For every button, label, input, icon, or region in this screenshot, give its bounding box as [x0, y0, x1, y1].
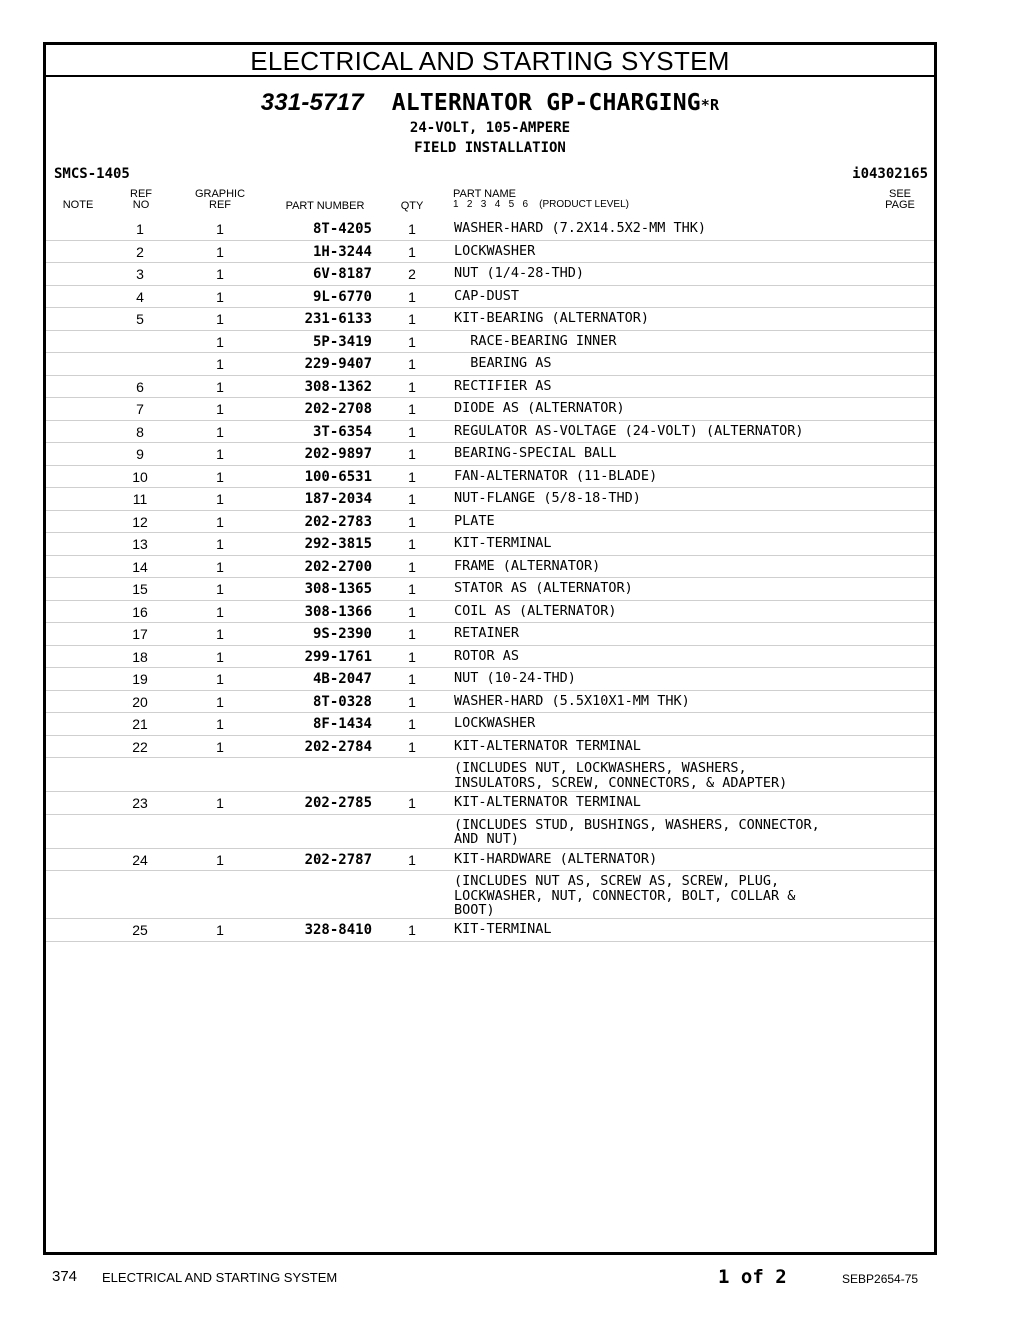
part-number-cell: 8T-4205: [312, 221, 372, 237]
part-number-cell: 308-1362: [304, 378, 372, 395]
table-row: [46, 511, 934, 534]
ref-no-cell: 7: [136, 401, 144, 417]
table-row: [46, 466, 934, 489]
graphic-ref-cell: 1: [216, 356, 224, 372]
part-number-cell: 308-1365: [304, 581, 372, 597]
col-see-bottom: PAGE: [885, 199, 915, 211]
table-row: [46, 556, 934, 579]
part-number-cell: 202-9897: [304, 446, 372, 462]
ref-no-cell: 24: [132, 851, 148, 868]
table-row-note: [46, 815, 934, 849]
part-number-cell: 328-8410: [304, 922, 372, 938]
part-number-cell: 1H-3244: [312, 243, 372, 260]
page-footer: [0, 1268, 1020, 1292]
ref-no-cell: 6: [136, 378, 144, 395]
part-name-cell: FAN-ALTERNATOR (11-BLADE): [454, 467, 658, 484]
table-row: [46, 792, 934, 815]
graphic-ref-cell: 1: [216, 288, 224, 305]
ref-no-cell: 8: [136, 423, 144, 440]
group-subtitle-2: FIELD INSTALLATION: [414, 140, 566, 156]
section-title: ELECTRICAL AND STARTING SYSTEM: [46, 45, 934, 77]
part-name-cell: NUT (10-24-THD): [454, 670, 576, 686]
table-row: [46, 443, 934, 466]
graphic-ref-cell: 1: [216, 243, 224, 260]
table-row: [46, 601, 934, 624]
part-number-cell: 6V-8187: [312, 266, 372, 282]
graphic-ref-cell: 1: [216, 922, 224, 938]
ref-no-cell: 2: [136, 243, 144, 260]
part-name-cell: (INCLUDES NUT AS, SCREW AS, SCREW, PLUG, LOCKWASHER, NUT, CONNECTOR, BOLT, COLLAR & BOOT): [454, 873, 796, 918]
part-number-cell: 202-2784: [304, 738, 372, 755]
part-number-cell: 8F-1434: [312, 716, 372, 732]
illustration-id: i04302165: [852, 166, 928, 182]
table-row: [46, 286, 934, 309]
part-number-cell: 299-1761: [304, 648, 372, 665]
ref-no-cell: 25: [132, 922, 148, 938]
col-qty: QTY: [400, 200, 424, 212]
qty-cell: 1: [408, 468, 416, 485]
qty-cell: 1: [408, 513, 416, 530]
ref-no-cell: 5: [136, 311, 144, 327]
qty-cell: 1: [408, 333, 416, 350]
qty-cell: 1: [408, 491, 416, 507]
part-number-cell: 9S-2390: [312, 626, 372, 642]
col-product-levels: 1 2 3 4 5 6 (PRODUCT LEVEL): [453, 199, 629, 210]
part-name-cell: COIL AS (ALTERNATOR): [454, 602, 617, 619]
ref-no-cell: 14: [132, 558, 148, 575]
graphic-ref-cell: 1: [216, 603, 224, 620]
ref-no-cell: 19: [132, 671, 148, 687]
footer-section: ELECTRICAL AND STARTING SYSTEM: [102, 1270, 338, 1285]
qty-cell: 1: [408, 558, 416, 575]
ref-no-cell: 18: [132, 648, 148, 665]
graphic-ref-cell: 1: [216, 401, 224, 417]
group-subtitle-1: 24-VOLT, 105-AMPERE: [409, 120, 571, 136]
table-row: [46, 488, 934, 511]
table-row-note: [46, 871, 934, 919]
ref-no-cell: 22: [132, 738, 148, 755]
qty-cell: 1: [408, 356, 416, 372]
table-row: [46, 578, 934, 601]
part-name-cell: BEARING AS: [454, 355, 552, 371]
part-name-cell: WASHER-HARD (7.2X14.5X2-MM THK): [454, 220, 706, 236]
part-name-cell: FRAME (ALTERNATOR): [454, 557, 601, 574]
graphic-ref-cell: 1: [216, 716, 224, 732]
qty-cell: 1: [408, 693, 416, 710]
table-row: [46, 331, 934, 354]
table-row: [46, 849, 934, 872]
smcs-code: SMCS-1405: [54, 166, 130, 182]
part-name-cell: KIT-HARDWARE (ALTERNATOR): [454, 850, 658, 867]
table-row: [46, 736, 934, 759]
graphic-ref-cell: 1: [216, 491, 224, 507]
ref-no-cell: 23: [132, 795, 148, 811]
qty-cell: 1: [408, 581, 416, 597]
table-row: [46, 308, 934, 331]
ref-no-cell: 1: [136, 221, 144, 237]
qty-cell: 1: [408, 288, 416, 305]
graphic-ref-cell: 1: [216, 221, 224, 237]
qty-cell: 1: [408, 716, 416, 732]
part-number-cell: 202-2708: [304, 401, 372, 417]
part-name-cell: DIODE AS (ALTERNATOR): [454, 400, 625, 416]
part-number-cell: 187-2034: [304, 491, 372, 507]
part-number-cell: 308-1366: [304, 603, 372, 620]
part-name-cell: PLATE: [454, 512, 495, 529]
graphic-ref-cell: 1: [216, 378, 224, 395]
part-name-cell: NUT (1/4-28-THD): [454, 265, 585, 281]
part-name-cell: WASHER-HARD (5.5X10X1-MM THK): [454, 692, 690, 709]
col-graphic-bottom: REF: [209, 199, 231, 211]
part-name-cell: KIT-ALTERNATOR TERMINAL: [454, 794, 641, 810]
graphic-ref-cell: 1: [216, 795, 224, 811]
table-row: [46, 263, 934, 286]
table-row: [46, 646, 934, 669]
part-name-cell: ROTOR AS: [454, 647, 520, 664]
part-number-cell: 202-2700: [304, 558, 372, 575]
part-number-cell: 8T-0328: [312, 693, 372, 710]
part-name-cell: STATOR AS (ALTERNATOR): [454, 580, 633, 596]
part-name-cell: KIT-TERMINAL: [454, 921, 552, 937]
part-number-cell: 229-9407: [304, 356, 372, 372]
ref-no-cell: 12: [132, 513, 148, 530]
ref-no-cell: 3: [136, 266, 144, 282]
table-row: [46, 713, 934, 736]
ref-no-cell: 9: [136, 446, 144, 462]
qty-cell: 1: [408, 221, 416, 237]
ref-no-cell: 20: [132, 693, 148, 710]
graphic-ref-cell: 1: [216, 266, 224, 282]
part-number-cell: 4B-2047: [312, 671, 372, 687]
ref-no-cell: 4: [136, 288, 144, 305]
footer-page-number: 374: [52, 1268, 78, 1285]
qty-cell: 1: [408, 446, 416, 462]
ref-no-cell: 15: [132, 581, 148, 597]
group-mark: *R: [700, 96, 720, 114]
ref-no-cell: 16: [132, 603, 148, 620]
table-row-note: [46, 758, 934, 792]
qty-cell: 1: [408, 311, 416, 327]
ref-no-cell: 10: [132, 468, 148, 485]
graphic-ref-cell: 1: [216, 311, 224, 327]
qty-cell: 1: [408, 423, 416, 440]
table-row: [46, 691, 934, 714]
group-header: [46, 77, 934, 182]
part-name-cell: BEARING-SPECIAL BALL: [454, 445, 617, 461]
part-number-cell: 202-2783: [304, 513, 372, 530]
graphic-ref-cell: 1: [216, 693, 224, 710]
part-name-cell: RETAINER: [454, 625, 520, 641]
footer-page-count: 1 of 2: [718, 1266, 787, 1288]
part-number-cell: 5P-3419: [312, 333, 372, 350]
part-name-cell: (INCLUDES NUT, LOCKWASHERS, WASHERS, INSULATORS, SCREW, CONNECTORS, & ADAPTER): [454, 760, 788, 791]
graphic-ref-cell: 1: [216, 581, 224, 597]
part-number-cell: 231-6133: [304, 311, 372, 327]
group-number: 331-5717: [260, 89, 364, 116]
part-name-cell: KIT-ALTERNATOR TERMINAL: [454, 737, 641, 754]
ref-no-cell: 21: [132, 716, 148, 732]
part-name-cell: KIT-TERMINAL: [454, 535, 552, 551]
graphic-ref-cell: 1: [216, 738, 224, 755]
table-row: [46, 376, 934, 399]
part-name-cell: RACE-BEARING INNER: [454, 332, 617, 349]
qty-cell: 1: [408, 671, 416, 687]
qty-cell: 1: [408, 851, 416, 868]
part-number-cell: 3T-6354: [312, 423, 372, 440]
part-name-cell: KIT-BEARING (ALTERNATOR): [454, 310, 650, 326]
group-title: [46, 89, 934, 117]
qty-cell: 1: [408, 378, 416, 395]
table-row: [46, 668, 934, 691]
ref-no-cell: 13: [132, 536, 148, 552]
col-graphic-top: GRAPHIC: [194, 188, 246, 200]
parts-page-frame: [43, 42, 937, 1255]
parts-table: [46, 218, 934, 942]
graphic-ref-cell: 1: [216, 513, 224, 530]
col-ref-bottom: NO: [132, 199, 150, 211]
qty-cell: 2: [408, 266, 416, 282]
part-number-cell: 292-3815: [304, 536, 372, 552]
graphic-ref-cell: 1: [216, 423, 224, 440]
graphic-ref-cell: 1: [216, 671, 224, 687]
ref-no-cell: 17: [132, 626, 148, 642]
table-row: [46, 353, 934, 376]
table-row: [46, 919, 934, 942]
part-name-cell: REGULATOR AS-VOLTAGE (24-VOLT) (ALTERNATOR): [454, 422, 804, 439]
footer-document-id: SEBP2654-75: [842, 1272, 919, 1286]
qty-cell: 1: [408, 795, 416, 811]
qty-cell: 1: [408, 626, 416, 642]
graphic-ref-cell: 1: [216, 648, 224, 665]
group-name: ALTERNATOR GP-CHARGING: [391, 90, 701, 116]
col-part-name: PART NAME: [453, 188, 516, 200]
table-row: [46, 533, 934, 556]
qty-cell: 1: [408, 536, 416, 552]
part-number-cell: 100-6531: [304, 468, 372, 485]
col-part-number: PART NUMBER: [285, 200, 365, 212]
graphic-ref-cell: 1: [216, 536, 224, 552]
graphic-ref-cell: 1: [216, 446, 224, 462]
col-note: NOTE: [62, 199, 94, 211]
col-ref-top: REF: [130, 188, 152, 200]
qty-cell: 1: [408, 738, 416, 755]
part-number-cell: 202-2785: [304, 795, 372, 811]
graphic-ref-cell: 1: [216, 851, 224, 868]
qty-cell: 1: [408, 401, 416, 417]
part-number-cell: 202-2787: [304, 851, 372, 868]
part-name-cell: CAP-DUST: [454, 287, 520, 304]
part-number-cell: 9L-6770: [312, 288, 372, 305]
graphic-ref-cell: 1: [216, 468, 224, 485]
column-headers: [46, 187, 934, 218]
col-see-top: SEE: [888, 188, 911, 200]
qty-cell: 1: [408, 243, 416, 260]
part-name-cell: LOCKWASHER: [454, 715, 536, 731]
qty-cell: 1: [408, 603, 416, 620]
graphic-ref-cell: 1: [216, 558, 224, 575]
table-row: [46, 398, 934, 421]
qty-cell: 1: [408, 648, 416, 665]
part-name-cell: RECTIFIER AS: [454, 377, 552, 394]
table-row: [46, 421, 934, 444]
table-row: [46, 241, 934, 264]
part-name-cell: (INCLUDES STUD, BUSHINGS, WASHERS, CONNECTOR, AND NUT): [454, 816, 820, 847]
ref-no-cell: 11: [132, 491, 148, 507]
table-row: [46, 218, 934, 241]
table-row: [46, 623, 934, 646]
graphic-ref-cell: 1: [216, 333, 224, 350]
qty-cell: 1: [408, 922, 416, 938]
graphic-ref-cell: 1: [216, 626, 224, 642]
part-name-cell: NUT-FLANGE (5/8-18-THD): [454, 490, 641, 506]
part-name-cell: LOCKWASHER: [454, 242, 536, 259]
